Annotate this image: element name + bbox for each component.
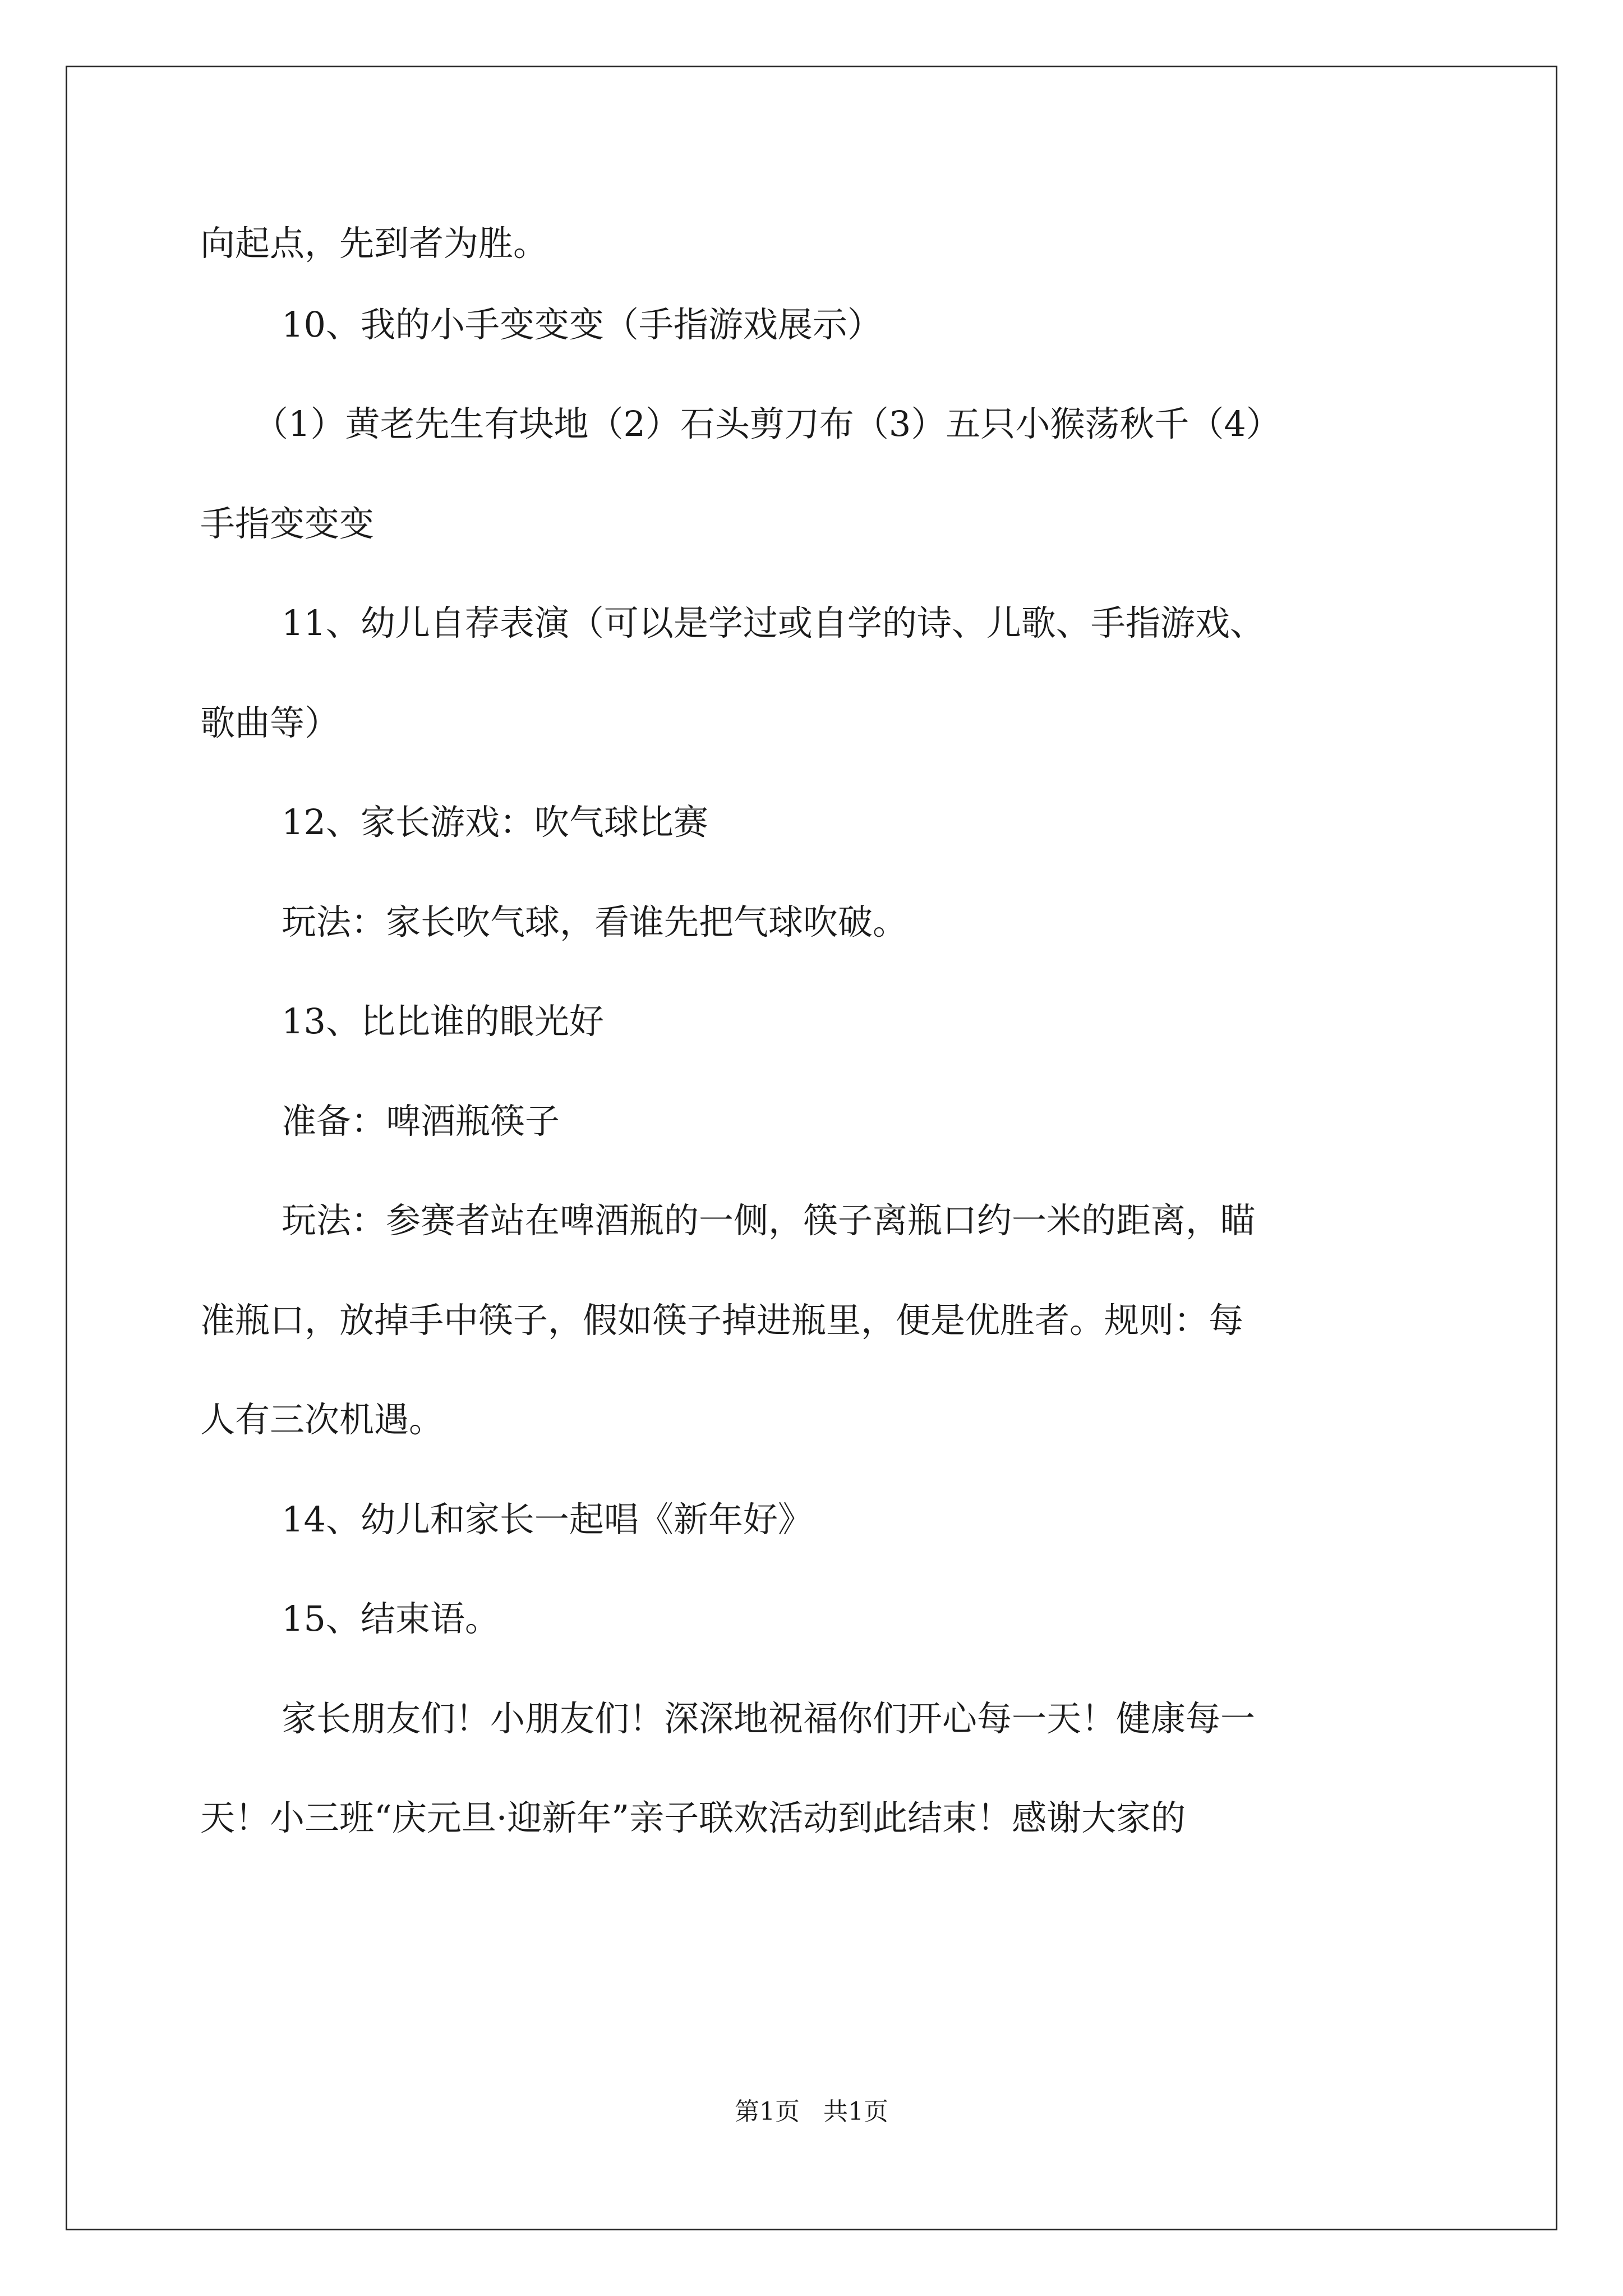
text-line: 14、幼儿和家长一起唱《新年好》 bbox=[282, 1499, 813, 1540]
text-line: 向起点，先到者为胜。 bbox=[200, 223, 548, 264]
text-line: 手指变变变 bbox=[200, 503, 375, 544]
text-line: 10、我的小手变变变（手指游戏展示） bbox=[282, 304, 882, 345]
text-line: 歌曲等） bbox=[200, 702, 340, 743]
text-line: 准瓶口，放掉手中筷子，假如筷子掉进瓶里，便是优胜者。规则：每 bbox=[200, 1300, 1244, 1341]
text-line: 15、结束语。 bbox=[282, 1598, 500, 1639]
text-line: （1）黄老先生有块地（2）石头剪刀布（3）五只小猴荡秋千（4） bbox=[253, 403, 1281, 444]
text-line: 玩法：家长吹气球，看谁先把气球吹破。 bbox=[282, 901, 908, 942]
page-border bbox=[66, 66, 1557, 2230]
text-line: 12、家长游戏：吹气球比赛 bbox=[282, 802, 708, 843]
text-line: 玩法：参赛者站在啤酒瓶的一侧，筷子离瓶口约一米的距离，瞄 bbox=[282, 1200, 1256, 1241]
text-line: 人有三次机遇。 bbox=[200, 1399, 444, 1440]
text-line: 11、幼儿自荐表演（可以是学过或自学的诗、儿歌、手指游戏、 bbox=[282, 602, 1265, 643]
text-line: 准备：啤酒瓶筷子 bbox=[282, 1101, 560, 1142]
text-line: 天！小三班“庆元旦·迎新年”亲子联欢活动到此结束！感谢大家的 bbox=[200, 1797, 1186, 1838]
page-footer: 第1页 共1页 bbox=[735, 2097, 888, 2126]
text-line: 家长朋友们！小朋友们！深深地祝福你们开心每一天！健康每一 bbox=[282, 1698, 1256, 1739]
text-line: 13、比比谁的眼光好 bbox=[282, 1001, 604, 1042]
